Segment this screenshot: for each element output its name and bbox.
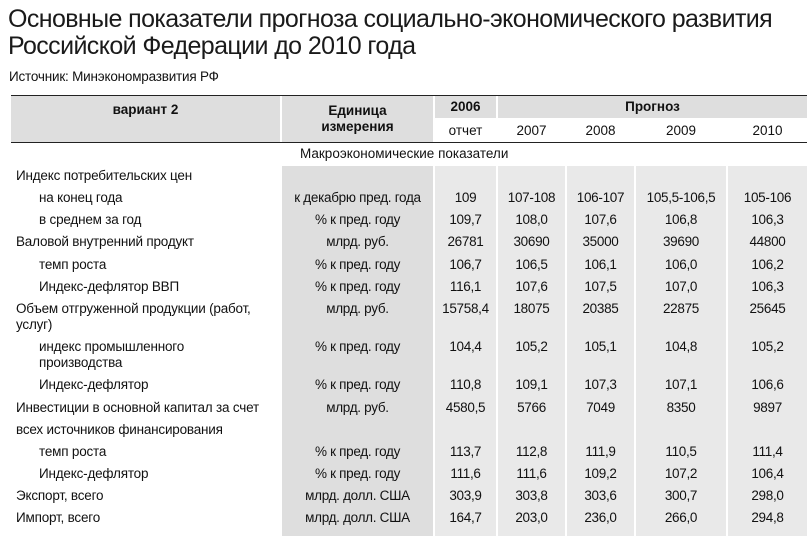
row-value: 110,8 (449, 377, 482, 392)
row-value: 300,7 (664, 488, 698, 503)
row-label-line: всех источников финансирования (16, 422, 223, 437)
row-value: 106,2 (751, 257, 784, 272)
header-variant: вариант 2 (11, 96, 280, 142)
row-label-line: индекс промышленного (39, 339, 185, 354)
row-value: 109,7 (449, 212, 482, 227)
row-value: 26781 (447, 234, 484, 249)
row-value: 236,0 (584, 510, 617, 525)
row-label-line: Валовой внутренний продукт (16, 234, 194, 249)
row-value: 30690 (513, 234, 550, 249)
row-label-line: Индекс-дефлятор (39, 466, 149, 481)
row-label-line: Инвестиции в основной капитал за счет (16, 400, 259, 415)
row-value: 107,6 (584, 212, 617, 227)
row-label (39, 279, 179, 295)
table-row (0, 444, 807, 462)
row-label (39, 377, 148, 393)
row-label-line: производства (39, 355, 123, 370)
row-value: 111,9 (585, 444, 616, 459)
row-value: 110,5 (665, 444, 697, 459)
row-value: 303,6 (584, 488, 617, 503)
row-value: 105,2 (515, 339, 548, 354)
row-value: 4580,5 (445, 400, 486, 415)
source-note: Источник: Минэкономразвития РФ (9, 69, 219, 84)
row-value: 104,8 (664, 339, 698, 354)
row-value: 105-106 (743, 190, 792, 205)
row-value: 25645 (749, 301, 786, 316)
row-value: 5766 (517, 400, 546, 415)
row-unit: % к пред. году (314, 377, 401, 392)
row-label-line: темп роста (39, 257, 107, 272)
row-value: 108,0 (515, 212, 548, 227)
row-unit: к декабрю пред. года (294, 190, 421, 205)
row-label (16, 400, 259, 416)
header-rule-bottom (11, 142, 807, 143)
row-unit: % к пред. году (314, 279, 401, 294)
row-unit: млрд. руб. (326, 400, 389, 415)
table-row (0, 301, 807, 335)
row-label (39, 444, 106, 460)
row-label (39, 339, 184, 371)
row-value: 104,4 (449, 339, 482, 354)
header-rule-top (11, 95, 807, 96)
row-label (39, 257, 106, 273)
row-value: 8350 (666, 400, 696, 415)
header-year-2006: 2006 (435, 96, 496, 118)
row-value: 106,5 (515, 257, 548, 272)
row-unit: % к пред. году (314, 339, 401, 354)
row-value: 109 (454, 190, 477, 205)
row-value: 44800 (749, 234, 786, 249)
row-value: 106,3 (751, 279, 784, 294)
row-unit: % к пред. году (314, 212, 401, 227)
row-unit: % к пред. году (314, 257, 401, 272)
title-line-1: Основные показатели прогноза социально-экономического развития (8, 5, 773, 33)
row-unit: млрд. руб. (326, 301, 389, 316)
table-row (0, 279, 807, 297)
header-year-2007: 2007 (498, 120, 565, 142)
row-label (39, 466, 148, 482)
row-unit: млрд. долл. США (305, 488, 410, 503)
header-year-2008: 2008 (567, 120, 634, 142)
table-row (0, 168, 807, 186)
row-unit: млрд. руб. (326, 234, 389, 249)
row-value: 106,3 (751, 212, 784, 227)
row-label-line: Индекс-дефлятор ВВП (39, 279, 179, 294)
row-label-line: на конец года (39, 190, 123, 205)
row-label-line: Экспорт, всего (16, 488, 104, 503)
row-value: 20385 (582, 301, 619, 316)
row-label-line: Индекс потребительских цен (16, 168, 192, 183)
table-row (0, 422, 807, 440)
row-value: 22875 (662, 301, 700, 316)
row-value: 303,8 (515, 488, 548, 503)
row-label-line: темп роста (39, 444, 107, 459)
row-label (16, 422, 223, 438)
table-row (0, 257, 807, 275)
row-value: 106,0 (664, 257, 698, 272)
row-value: 294,8 (751, 510, 784, 525)
row-value: 266,0 (664, 510, 698, 525)
row-value: 116,1 (449, 279, 482, 294)
row-value: 106-107 (576, 190, 625, 205)
row-value: 106,6 (751, 377, 784, 392)
row-value: 105,5-106,5 (646, 190, 716, 205)
table-header (11, 96, 807, 142)
row-unit: % к пред. году (314, 466, 401, 481)
row-label-line: Объем отгруженной продукции (работ, (16, 301, 251, 316)
row-label-line: услуг) (16, 317, 53, 332)
row-unit: % к пред. году (314, 444, 401, 459)
row-value: 7049 (586, 400, 615, 415)
row-value: 107,3 (584, 377, 617, 392)
table-row (0, 377, 807, 395)
row-value: 107,2 (664, 466, 698, 481)
header-year-2009: 2009 (636, 120, 726, 142)
row-label (16, 510, 100, 526)
title-line-2: Российской Федерации до 2010 года (8, 32, 416, 60)
row-value: 203,0 (515, 510, 548, 525)
row-label (39, 190, 122, 206)
header-unit: Единица измерения (282, 96, 433, 142)
table-row (0, 190, 807, 208)
row-value: 107,1 (664, 377, 698, 392)
section-title: Макроэкономические показатели (300, 146, 509, 161)
row-unit: млрд. долл. США (305, 510, 410, 525)
table-row (0, 339, 807, 373)
row-value: 112,8 (515, 444, 548, 459)
header-year-2010: 2010 (728, 120, 807, 142)
row-value: 105,2 (751, 339, 784, 354)
row-label-line: Импорт, всего (16, 510, 101, 525)
row-value: 106,4 (751, 466, 784, 481)
row-value: 9897 (753, 400, 782, 415)
row-label (16, 488, 103, 504)
row-label-line: Индекс-дефлятор (39, 377, 149, 392)
row-label (16, 234, 194, 250)
row-value: 107,0 (664, 279, 698, 294)
row-value: 18075 (513, 301, 550, 316)
row-value: 303,9 (449, 488, 482, 503)
row-value: 39690 (662, 234, 700, 249)
table-row (0, 212, 807, 230)
table-row (0, 400, 807, 418)
row-value: 35000 (582, 234, 619, 249)
row-value: 113,7 (449, 444, 482, 459)
row-value: 106,7 (449, 257, 482, 272)
header-actual-sub: отчет (435, 120, 496, 142)
table-row (0, 234, 807, 252)
table-row (0, 510, 807, 528)
row-label (16, 168, 192, 184)
row-value: 164,7 (449, 510, 482, 525)
row-value: 111,4 (752, 444, 783, 459)
row-value: 107,5 (584, 279, 617, 294)
row-value: 107-108 (507, 190, 556, 205)
row-value: 106,8 (664, 212, 698, 227)
header-forecast: Прогноз (498, 96, 807, 118)
row-label (39, 212, 141, 228)
table-row (0, 466, 807, 484)
row-label (16, 301, 251, 333)
row-value: 106,1 (584, 257, 617, 272)
row-label-line: в среднем за год (39, 212, 142, 227)
row-value: 111,6 (450, 466, 481, 481)
row-value: 111,6 (516, 466, 547, 481)
table-row (0, 488, 807, 506)
row-value: 109,2 (584, 466, 617, 481)
row-value: 109,1 (515, 377, 548, 392)
row-value: 107,6 (515, 279, 548, 294)
row-value: 298,0 (751, 488, 784, 503)
page-title (8, 6, 803, 60)
row-value: 15758,4 (442, 301, 489, 316)
row-value: 105,1 (584, 339, 617, 354)
